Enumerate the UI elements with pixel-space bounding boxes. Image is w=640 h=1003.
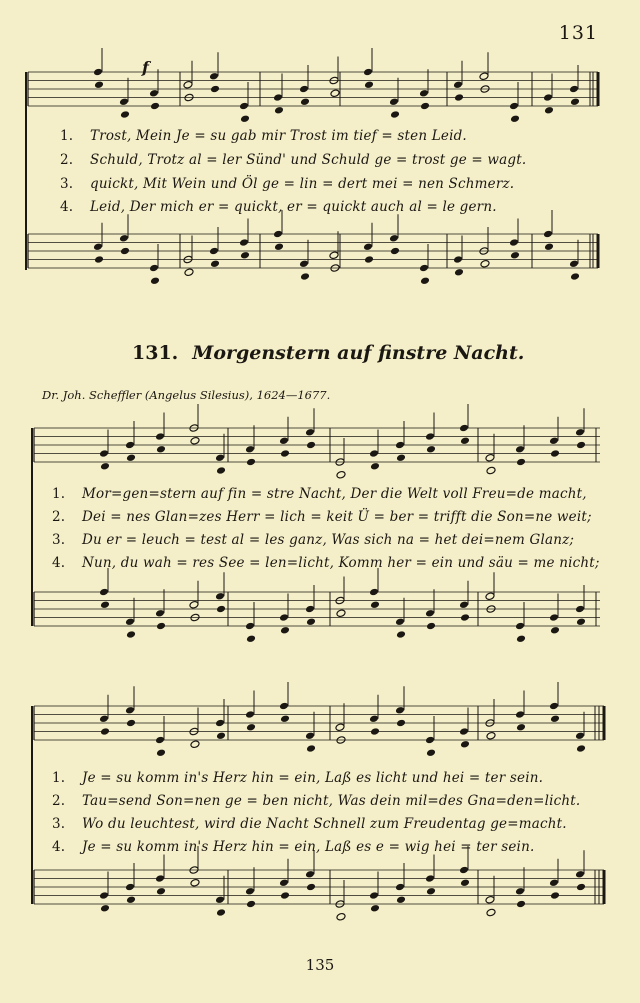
lyric-line: 3. quickt, Mit Wein und Öl ge = lin = dert mei = nen Schmerz. [60,176,515,192]
hymn-author: Dr. Joh. Scheffler (Angelus Silesius), 1624—1677. [42,388,331,402]
lyric-line: 4. Leid, Der mich er = quickt, er = quickt auch al = le gern. [60,199,497,215]
hymn-title: 131. Morgenstern auf finstre Nacht. [132,342,525,364]
lyric-line: 1. Trost, Mein Je = su gab mir Trost im tief = sten Leid. [60,128,467,144]
page-number-bottom: 135 [305,956,335,974]
lyric-line: 3. Wo du leuchtest, wird die Nacht Schnell zum Freudentag ge=macht. [52,816,567,832]
lyric-line: 4. Nun, du wah = res See = len=licht, Komm her = ein und säu = me nicht; [52,555,600,571]
dynamic-mark: f [142,58,149,77]
lyric-line: 2. Schuld, Trotz al = ler Sünd' und Schuld ge = trost ge = wagt. [60,152,527,168]
lyric-line: 4. Je = su komm in's Herz hin = ein, Laß es e = wig hei = ter sein. [52,839,535,855]
lyric-line: 2. Dei = nes Glan=zes Herr = lich = keit Ü = ber = trifft die Son=ne weit; [52,509,592,525]
lyric-line: 3. Du er = leuch = test al = les ganz, Was sich na = het dei=nem Glanz; [52,532,575,548]
lyric-line: 1. Je = su komm in's Herz hin = ein, Laß es licht und hei = ter sein. [52,770,544,786]
lyric-line: 1. Mor=gen=stern auf fin = stre Nacht, Der die Welt voll Freu=de macht, [52,486,587,502]
page-number-top: 131 [558,22,598,44]
lyric-line: 2. Tau=send Son=nen ge = ben nicht, Was dein mil=des Gna=den=licht. [52,793,581,809]
